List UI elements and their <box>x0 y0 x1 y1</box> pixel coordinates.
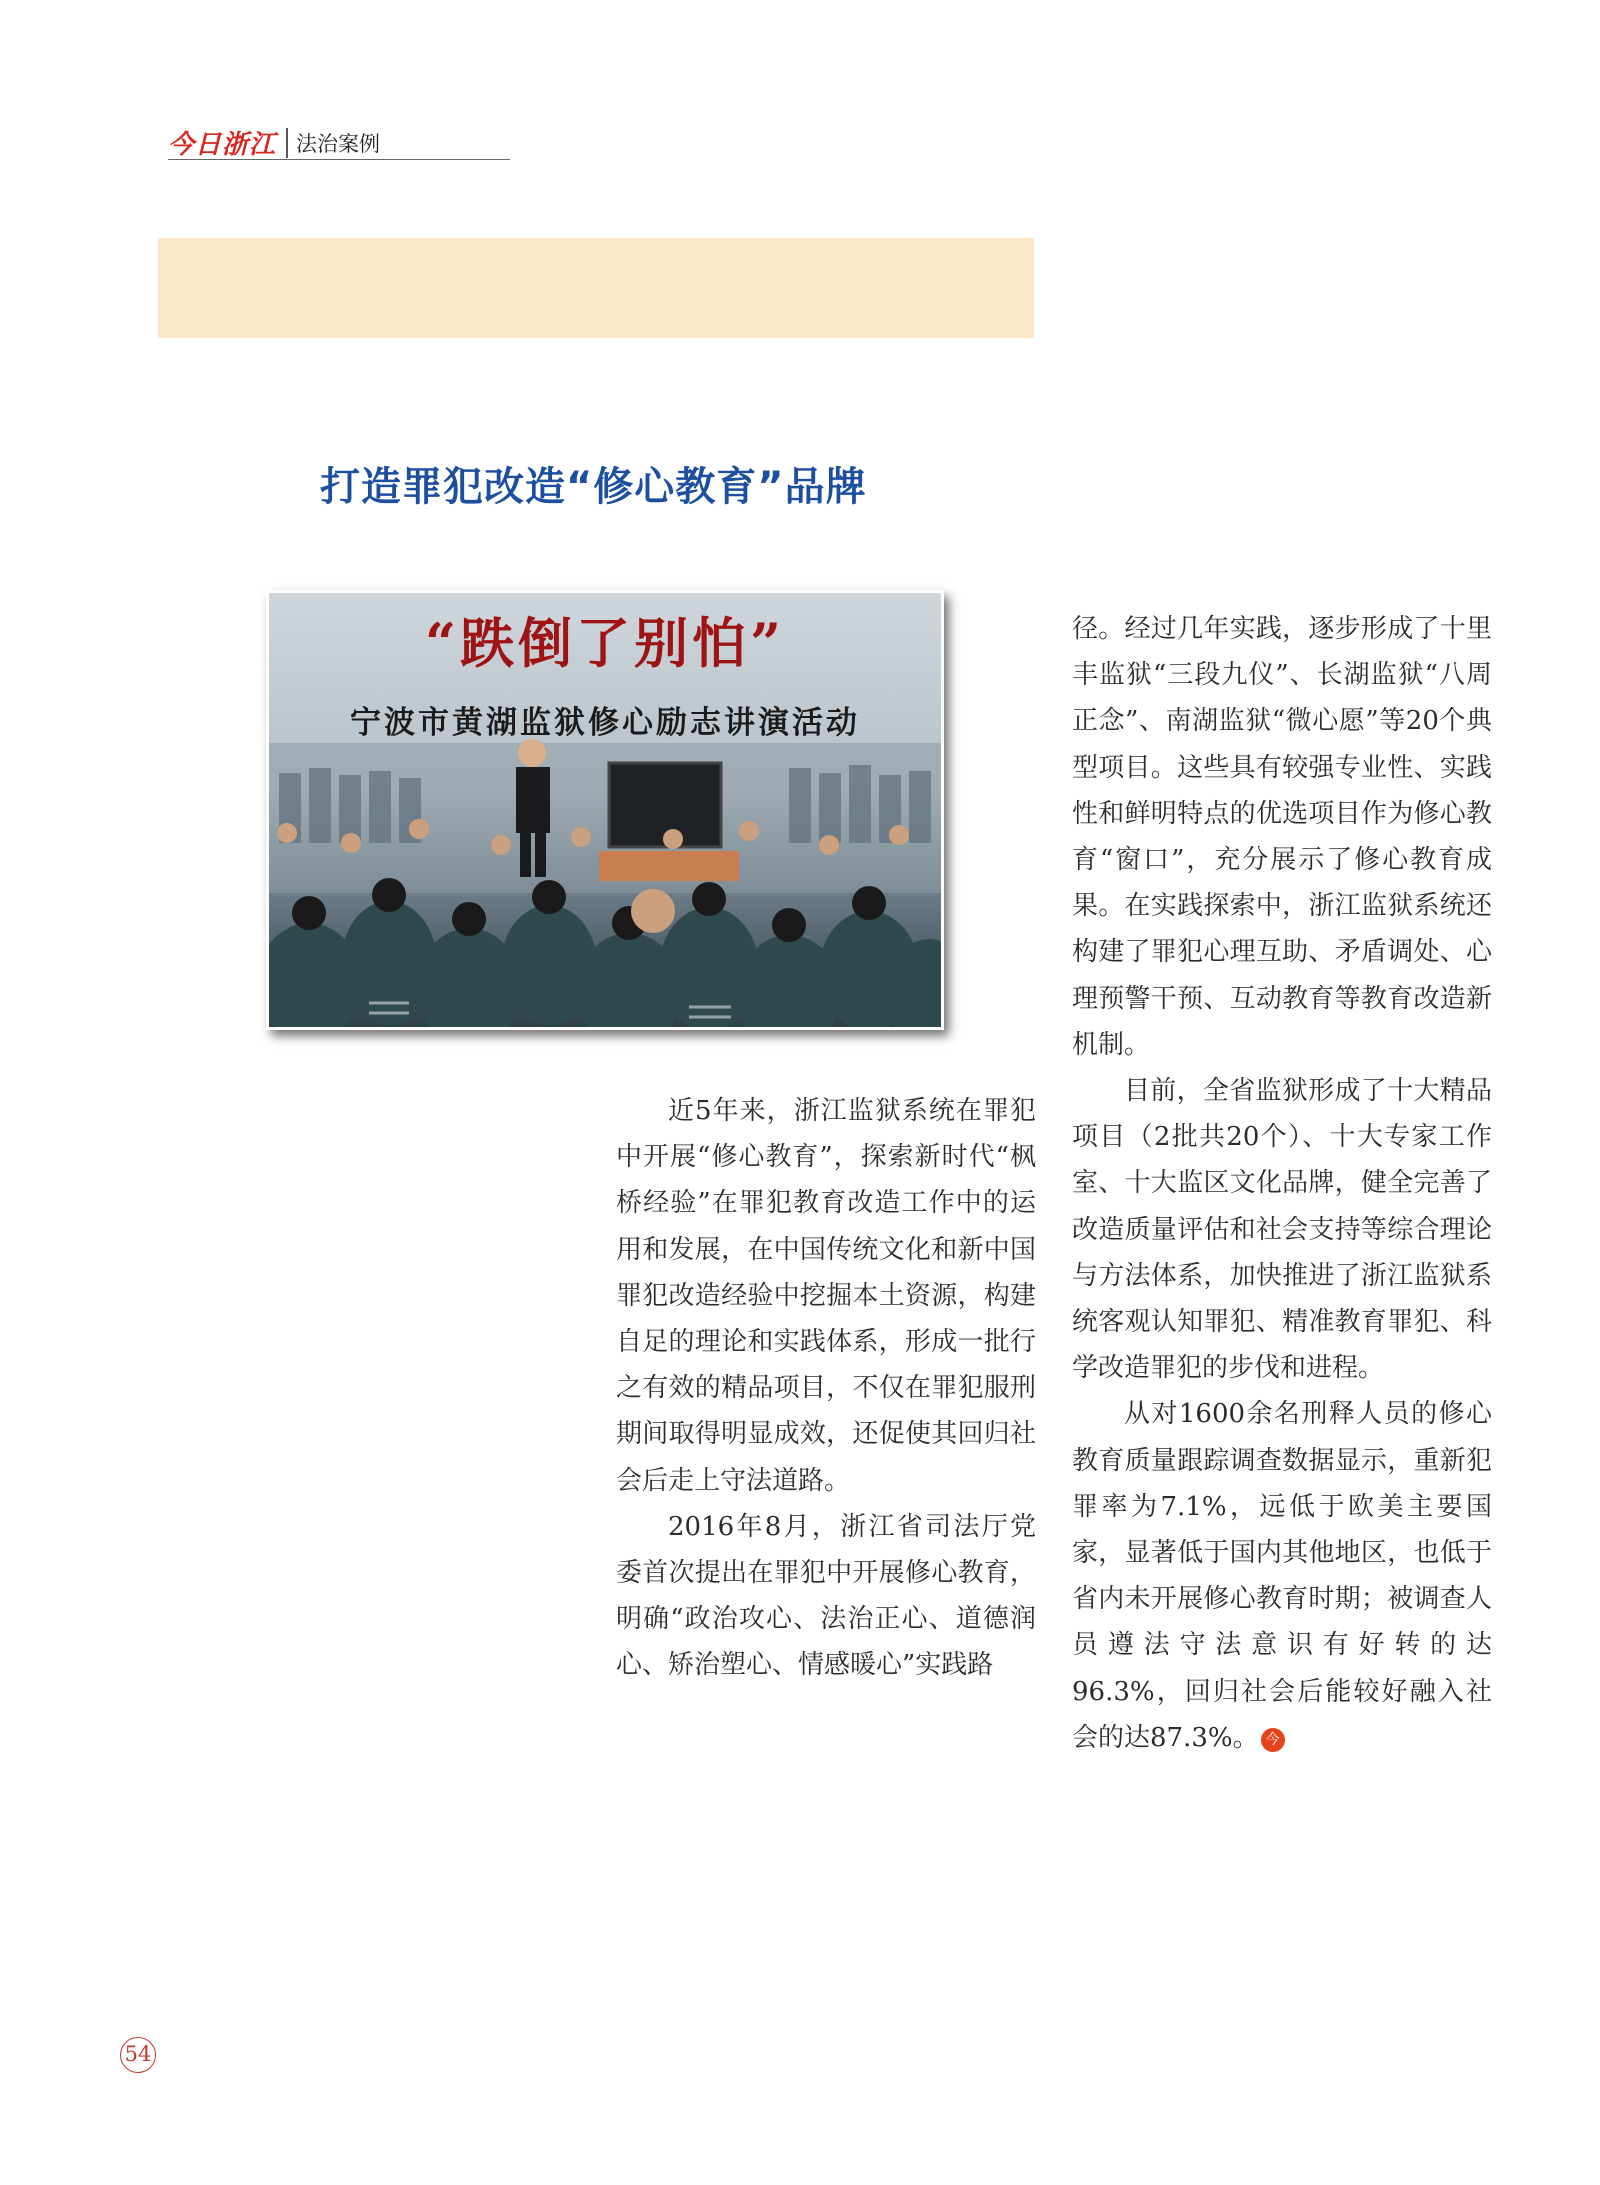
paragraph-final-text: 从对1600余名刑释人员的修心教育质量跟踪调查数据显示，重新犯罪率为7.1%，远低于欧美主要国家，显著低于国内其他地区，也低于省内未开展修心教育时期；被调查人员遵法守法意识有好转的达96.3%，回归社会后能较好融入社会的达87.3%。 <box>1072 1399 1492 1753</box>
article-title: 打造罪犯改造“修心教育”品牌 <box>320 464 867 510</box>
photo-subline: 宁波市黄湖监狱修心励志讲演活动 <box>350 705 860 741</box>
photo-headline: “跌倒了别怕” <box>424 611 786 675</box>
text-column-left <box>616 1088 1036 1689</box>
photo-scene <box>269 593 941 1027</box>
section-label: 法治案例 <box>296 132 380 156</box>
masthead-divider <box>286 128 288 158</box>
masthead <box>168 124 510 160</box>
paragraph: 近5年来，浙江监狱系统在罪犯中开展“修心教育”，探索新时代“枫桥经验”在罪犯教育改造工作中的运用和发展，在中国传统文化和新中国罪犯改造经验中挖掘本土资源，构建自足的理论和实践体系，形成一批行之有效的精品项目，不仅在罪犯服刑期间取得明显成效，还促使其回归社会后走上守法道路。 <box>616 1096 1036 1496</box>
paragraph: 2016年8月，浙江省司法厅党委首次提出在罪犯中开展修心教育，明确“政治攻心、法治正心、道德润心、矫治塑心、情感暖心”实践路 <box>616 1511 1036 1681</box>
end-mark-icon: 今 <box>1261 1728 1285 1752</box>
page-number: 54 <box>120 2037 156 2073</box>
paragraph-final <box>1072 1391 1492 1761</box>
decorative-banner <box>158 238 1034 338</box>
magazine-logo: 今日浙江 <box>168 130 277 160</box>
paragraph: 目前，全省监狱形成了十大精品项目（2批共20个）、十大专家工作室、十大监区文化品牌，健全完善了改造质量评估和社会支持等综合理论与方法体系，加快推进了浙江监狱系统客观认知罪犯、精准教育罪犯、科学改造罪犯的步伐和进程。 <box>1072 1076 1492 1384</box>
article-photo <box>266 590 944 1030</box>
text-column-right <box>1072 606 1492 1761</box>
paragraph: 径。经过几年实践，逐步形成了十里丰监狱“三段九仪”、长湖监狱“八周正念”、南湖监狱“微心愿”等20个典型项目。这些具有较强专业性、实践性和鲜明特点的优选项目作为修心教育“窗口”，充分展示了修心教育成果。在实践探索中，浙江监狱系统还构建了罪犯心理互助、矛盾调处、心理预警干预、互动教育等教育改造新机制。 <box>1072 614 1492 1060</box>
